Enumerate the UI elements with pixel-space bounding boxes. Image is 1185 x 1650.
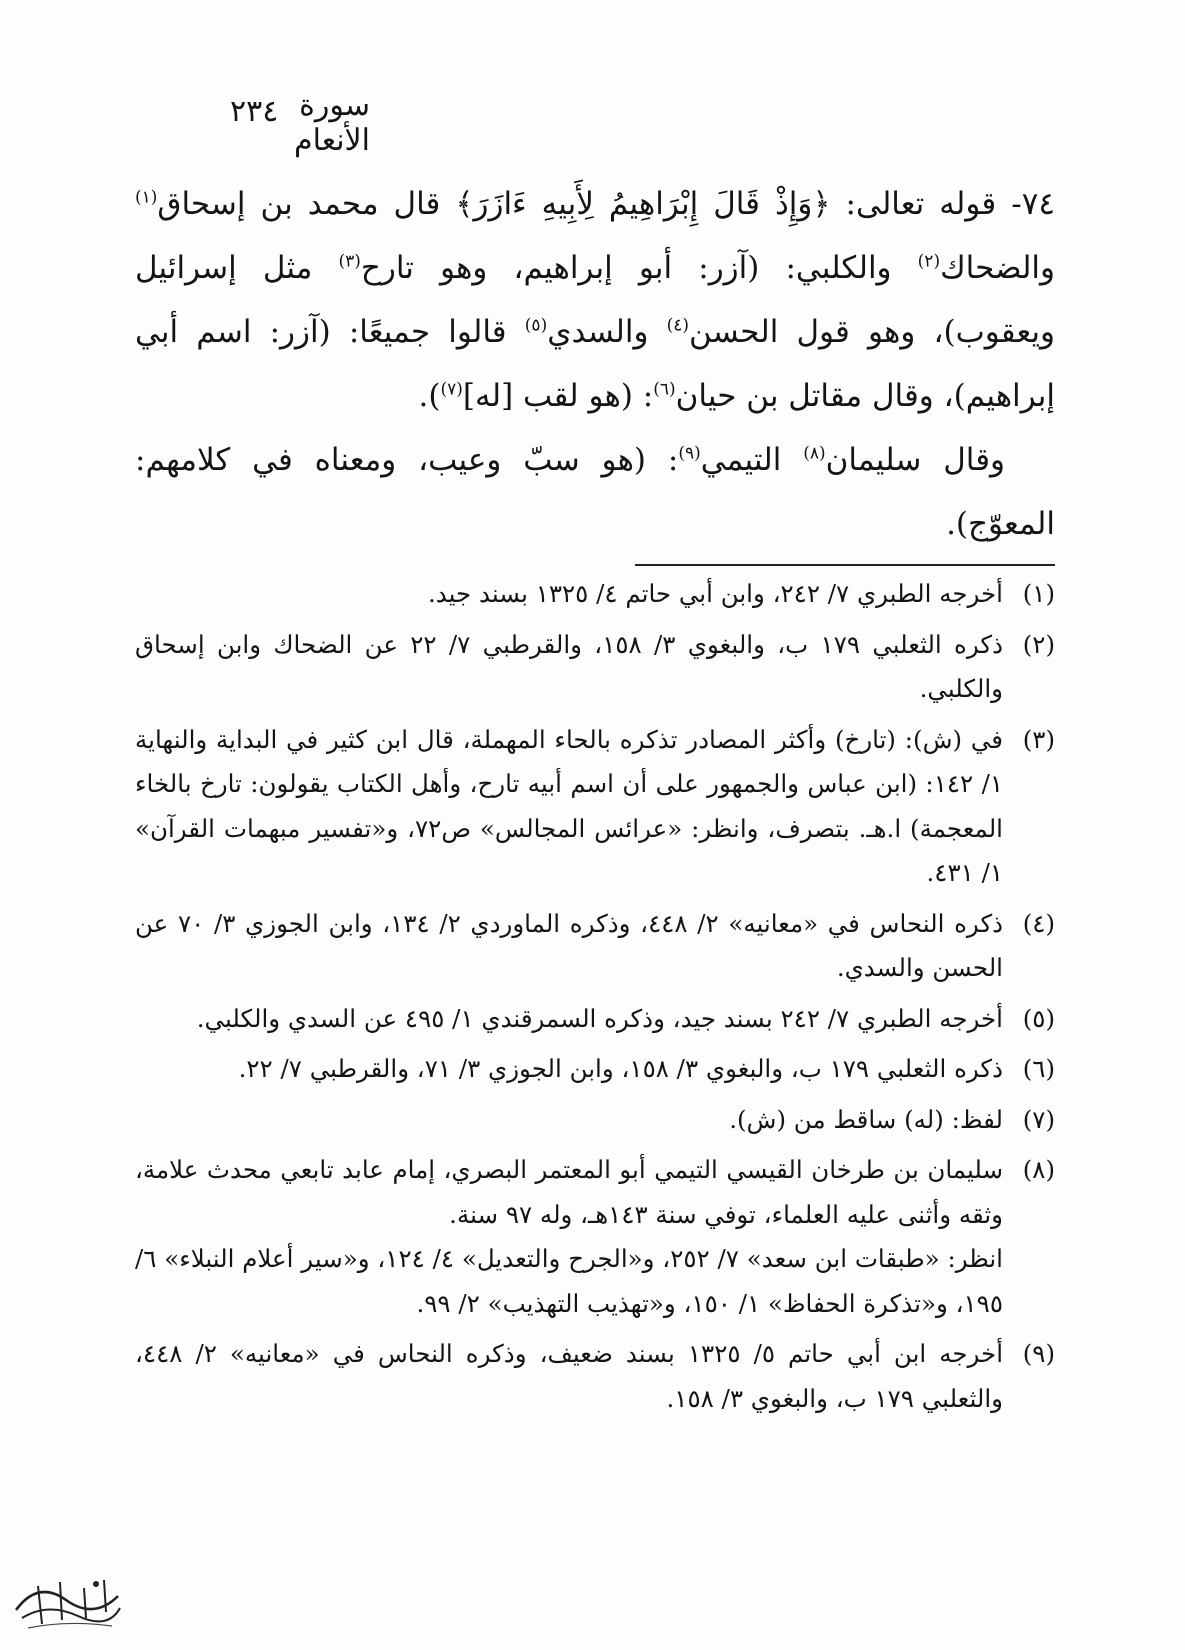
verse-intro: ٧٤- قوله تعالى: bbox=[830, 186, 1055, 222]
footnote-text: ذكره النحاس في «معانيه» ٢/ ٤٤٨، وذكره الماوردي ٢/ ١٣٤، وابن الجوزي ٣/ ٧٠ عن الحسن والسدي. bbox=[135, 908, 1004, 982]
footnote-number: (١) bbox=[1022, 579, 1055, 608]
footnote-text: أخرجه الطبري ٧/ ٢٤٢ بسند جيد، وذكره السمرقندي ١/ ٤٩٥ عن السدي والكلبي. bbox=[196, 1003, 1003, 1033]
text-run: قال محمد بن إسحاق bbox=[157, 186, 456, 222]
footnote-text: ذكره الثعلبي ١٧٩ ب، والبغوي ٣/ ١٥٨، وابن الجوزي ٣/ ٧١، والقرطبي ٧/ ٢٢. bbox=[238, 1054, 1003, 1083]
footnote-ref-1[interactable]: (١) bbox=[135, 187, 158, 208]
footnote-number: (٦) bbox=[1022, 1054, 1055, 1083]
footnote-8 bbox=[135, 1148, 1055, 1326]
footnote-number: (٢) bbox=[1022, 629, 1055, 659]
footnote-1 bbox=[135, 572, 1055, 617]
footnote-text-sources: انظر: «طبقات ابن سعد» ٧/ ٢٥٢، و«الجرح والتعديل» ٤/ ١٢٤، و«سير أعلام النبلاء» ٦/ ١٩٥، و«تذكرة الحفاظ» ١/ ١٥٠، و«تهذيب التهذيب» ٢/ ٩٩. bbox=[135, 1244, 1003, 1318]
page-number: ٢٣٤ bbox=[230, 94, 279, 129]
main-paragraph-2 bbox=[135, 428, 1055, 556]
footnote-4 bbox=[135, 902, 1055, 991]
text-run: وقال سليمان bbox=[825, 442, 1005, 478]
footnote-divider bbox=[635, 564, 1055, 566]
footnote-ref-8[interactable]: (٨) bbox=[803, 443, 826, 464]
text-run: مثل إسرائيل ويعقوب)، وهو قول الحسن bbox=[135, 250, 1056, 350]
text-run: والضحاك bbox=[940, 250, 1055, 286]
footnote-text: سليمان بن طرخان القيسي التيمي أبو المعتمر البصري، إمام عابد تابعي محدث علامة، وثقه وأثنى عليه العلماء، توفي سنة ١٤٣هـ، وله ٩٧ سنة. bbox=[135, 1155, 1003, 1229]
quran-verse: ﴿وَإِذْ قَالَ إِبْرَاهِيمُ لِأَبِيهِ ءَازَرَ﴾ bbox=[455, 186, 831, 222]
footnote-number: (٤) bbox=[1022, 908, 1055, 938]
footnote-7 bbox=[135, 1098, 1055, 1143]
main-text bbox=[135, 172, 1055, 556]
footnote-ref-7[interactable]: (٧) bbox=[440, 379, 463, 400]
footnote-number: (٣) bbox=[1022, 724, 1055, 754]
footnote-ref-2[interactable]: (٢) bbox=[917, 251, 941, 272]
text-run: ). bbox=[418, 378, 441, 414]
footnote-5 bbox=[135, 997, 1055, 1042]
footnote-2 bbox=[135, 623, 1055, 712]
text-run: قالوا جميعًا: (آزر: اسم أبي إبراهيم)، وقال مقاتل بن حيان bbox=[135, 314, 1055, 414]
footnote-text: أخرجه ابن أبي حاتم ٥/ ١٣٢٥ بسند ضعيف، وذكره النحاس في «معانيه» ٢/ ٤٤٨، والثعلبي ١٧٩ ب، والبغوي ٣/ ١٥٨. bbox=[135, 1339, 1003, 1413]
watermark-logo bbox=[8, 1568, 126, 1634]
footnote-number: (٩) bbox=[1022, 1339, 1055, 1368]
main-paragraph-74 bbox=[135, 172, 1055, 428]
footnote-ref-5[interactable]: (٥) bbox=[524, 315, 548, 336]
footnote-body bbox=[135, 1148, 1003, 1326]
text-run: والسدي bbox=[547, 314, 667, 350]
footnote-ref-6[interactable]: (٦) bbox=[653, 379, 676, 400]
footnotes bbox=[135, 572, 1055, 1427]
footnote-text: أخرجه الطبري ٧/ ٢٤٢، وابن أبي حاتم ٤/ ١٣٢٥ بسند جيد. bbox=[427, 579, 1003, 608]
footnote-number: (٧) bbox=[1022, 1104, 1055, 1134]
text-run: : (هو سبّ وعيب، ومعناه في كلامهم: المعوّج). bbox=[135, 442, 1055, 542]
footnote-9 bbox=[135, 1332, 1055, 1421]
footnote-text: لفظ: (له) ساقط من (ش). bbox=[729, 1104, 1003, 1134]
footnote-text: في (ش): (تارخ) وأكثر المصادر تذكره بالحاء المهملة، قال ابن كثير في البداية والنهاية ١/ ١٤٢: (ابن عباس والجمهور على أن اسم أبيه تارح، وأهل الكتاب يقولون: تارخ بالخاء المعجمة) ا.هـ. بتصرف، وانظر: «عرائس المجالس» ص٧٢، و«تفسير مبهمات القرآن» ١/ ٤٣١. bbox=[135, 724, 1003, 887]
footnote-text: ذكره الثعلبي ١٧٩ ب، والبغوي ٣/ ١٥٨، والقرطبي ٧/ ٢٢ عن الضحاك وابن إسحاق والكلبي. bbox=[135, 629, 1003, 703]
running-head bbox=[230, 88, 1050, 158]
text-run: التيمي bbox=[700, 442, 804, 478]
footnote-ref-3[interactable]: (٣) bbox=[338, 251, 361, 272]
footnote-3 bbox=[135, 718, 1055, 896]
footnote-number: (٥) bbox=[1022, 1003, 1055, 1033]
footnote-ref-9[interactable]: (٩) bbox=[678, 443, 701, 464]
footnote-number: (٨) bbox=[1022, 1155, 1055, 1184]
text-run: والكلبي: (آزر: أبو إبراهيم، وهو تارح bbox=[360, 250, 918, 286]
footnote-6 bbox=[135, 1047, 1055, 1092]
text-run: : (هو لقب [له] bbox=[462, 378, 654, 414]
surah-title: سورة الأنعام bbox=[294, 88, 370, 158]
footnote-ref-4[interactable]: (٤) bbox=[666, 315, 689, 336]
